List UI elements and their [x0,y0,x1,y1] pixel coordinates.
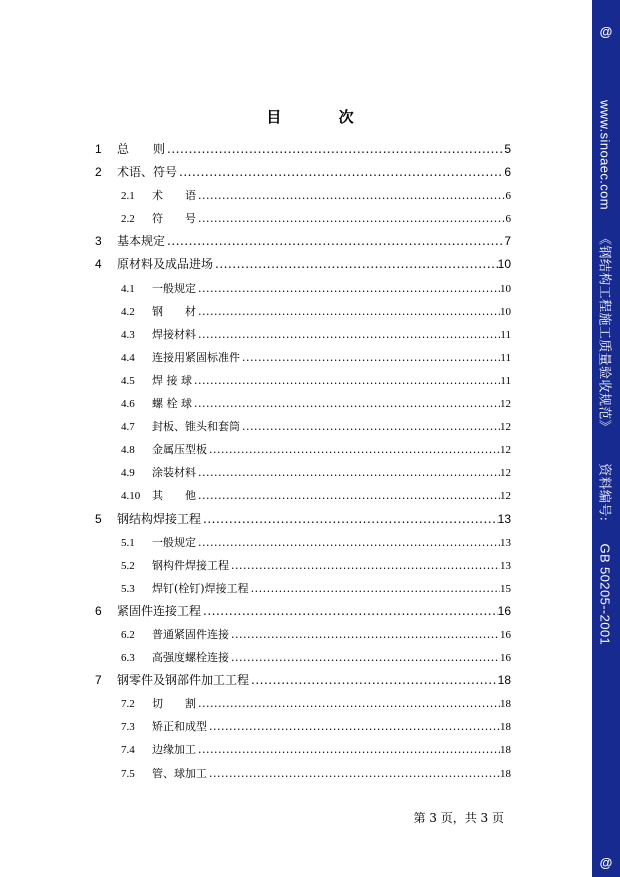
toc-entry[interactable] [95,531,511,554]
at-symbol-top: @ [599,24,613,39]
toc-entry-number: 2.2 [121,213,135,226]
toc-dot-leader [196,461,500,484]
toc-entry[interactable] [95,230,511,253]
toc-entry-title: 一般规定 [152,535,196,549]
toc-dot-leader [196,323,500,346]
toc-entry[interactable] [95,369,511,392]
toc-entry[interactable] [95,646,511,669]
toc-dot-leader [196,531,500,554]
toc-entry-number: 6.2 [121,628,135,641]
toc-entry-page: 18 [500,698,511,711]
toc-entry-title: 术 语 [152,189,196,203]
toc-entry-number: 5 [95,511,102,526]
toc-dot-leader [196,184,506,207]
toc-entry-page: 18 [497,673,511,688]
toc-entry-number: 7.4 [121,744,135,757]
toc-dot-leader [201,600,498,623]
page-footer: 第 3 页，共 3 页 [413,811,504,825]
toc-entry-title: 紧固件连接工程 [117,603,202,618]
toc-entry-number: 5.3 [121,582,135,595]
toc-entry-page: 16 [500,652,511,665]
toc-entry-page: 12 [500,490,511,503]
toc-entry[interactable] [95,438,511,461]
toc-entry-number: 1 [95,142,102,156]
toc-entry-number: 7.3 [121,721,135,734]
toc-entry-title: 钢构件焊接工程 [152,558,229,572]
toc-entry-page: 13 [497,511,511,526]
toc-entry-page: 16 [500,628,511,641]
toc-entry-number: 4.6 [121,398,135,411]
toc-entry[interactable] [95,762,511,785]
toc-entry-page: 10 [500,305,511,318]
sidebar-code-label: 资料编号: [596,463,612,522]
toc-dot-leader [165,230,504,253]
toc-entry-title: 金属压型板 [152,443,207,457]
toc-entry-page: 11 [500,328,511,341]
toc-entry-page: 12 [500,467,511,480]
toc-dot-leader [196,277,500,300]
toc-entry-title: 钢结构焊接工程 [117,511,202,526]
toc-entry-number: 4.2 [121,305,135,318]
toc-entry[interactable] [95,577,511,600]
toc-entry[interactable] [95,346,511,369]
toc-entry-page: 18 [500,721,511,734]
toc-entry[interactable] [95,277,511,300]
toc-entry[interactable] [95,253,511,276]
sidebar-website: www.sinoaec.com [597,100,613,211]
toc-dot-leader [192,392,500,415]
sidebar-vertical-text [597,100,616,645]
toc-entry[interactable] [95,508,511,531]
toc-entry[interactable] [95,184,511,207]
toc-entry-title: 原材料及成品进场 [117,257,214,272]
toc-entry-page: 12 [500,444,511,457]
toc-entry-number: 6 [95,603,102,618]
toc-entry-number: 6.3 [121,652,135,665]
toc-dot-leader [177,161,504,184]
toc-dot-leader [249,669,498,692]
toc-entry[interactable] [95,715,511,738]
toc-entry-number: 4.3 [121,328,135,341]
sidebar-code: GB 50205--2001 [597,543,613,646]
toc-entry-title: 高强度螺栓连接 [152,651,229,665]
toc-entry-page: 5 [504,142,511,156]
toc-entry-page: 11 [500,374,511,387]
toc-dot-leader [192,369,500,392]
toc-entry[interactable] [95,207,511,230]
toc-entry-page: 13 [500,559,511,572]
toc-entry-title: 符 号 [152,212,196,226]
toc-entry[interactable] [95,461,511,484]
toc-dot-leader [213,253,498,276]
toc-entry-number: 5.1 [121,536,135,549]
toc-entry-title: 封板、锥头和套筒 [152,420,240,434]
toc-entry-page: 12 [500,398,511,411]
toc-entry-number: 7 [95,673,102,688]
toc-entry-page: 6 [505,190,511,203]
toc-entry-title: 连接用紧固标准件 [152,350,240,364]
toc-dot-leader [207,762,500,785]
toc-entry-page: 15 [500,582,511,595]
toc-entry-page: 6 [505,213,511,226]
toc-entry[interactable] [95,392,511,415]
toc-entry-number: 2 [95,165,102,180]
sidebar-book-title: 《钢结构工程施工质量验收规范》 [596,232,612,434]
toc-entry-page: 18 [500,744,511,757]
toc-entry-number: 4.5 [121,374,135,387]
toc-entry-number: 4.7 [121,421,135,434]
toc-entry-title: 切 割 [152,697,196,711]
toc-entry-number: 3 [95,234,102,249]
toc-entry-title: 边缘加工 [152,743,196,757]
toc-entry[interactable] [95,692,511,715]
watermark-sidebar [592,0,620,877]
page-title: 目 次 [266,108,380,126]
toc-entry-number: 4.9 [121,467,135,480]
toc-dot-leader [240,346,500,369]
toc-entry-title: 管、球加工 [152,766,207,780]
toc-entry-title: 涂装材料 [152,466,196,480]
toc-entry-page: 12 [500,421,511,434]
toc-entry-number: 7.5 [121,767,135,780]
toc-entry-title: 矫正和成型 [152,720,207,734]
toc-entry-title: 术语、符号 [117,165,178,180]
toc-entry-title: 其 他 [152,489,196,503]
toc-entry-title: 钢零件及钢部件加工工程 [117,673,250,688]
toc-entry-page: 6 [504,165,511,180]
toc-entry[interactable] [95,669,511,692]
toc-entry-title: 焊接材料 [152,327,196,341]
toc-entry[interactable] [95,600,511,623]
toc-entry-title: 基本规定 [117,234,166,249]
toc-entry-page: 13 [500,536,511,549]
toc-dot-leader [249,577,500,600]
toc-entry-number: 4.8 [121,444,135,457]
toc-entry-page: 10 [500,282,511,295]
table-of-contents [95,138,511,785]
toc-dot-leader [196,207,506,230]
toc-entry-number: 4.10 [121,490,141,503]
toc-entry-title: 总 则 [117,142,166,156]
toc-dot-leader [165,138,504,161]
toc-entry-title: 螺 栓 球 [152,397,192,411]
toc-entry-number: 4.1 [121,282,135,295]
at-symbol-bottom: @ [599,855,613,870]
toc-dot-leader [196,692,500,715]
toc-entry[interactable] [95,738,511,761]
toc-entry[interactable] [95,484,511,507]
toc-dot-leader [229,623,500,646]
toc-entry-number: 5.2 [121,559,135,572]
toc-entry[interactable] [95,554,511,577]
toc-dot-leader [229,646,500,669]
toc-entry-page: 10 [497,257,511,272]
toc-dot-leader [201,508,498,531]
toc-entry-number: 4.4 [121,351,135,364]
toc-entry-page: 7 [504,234,511,249]
toc-entry-number: 2.1 [121,190,135,203]
toc-entry-title: 焊钉(栓钉)焊接工程 [152,581,249,595]
toc-entry-title: 焊 接 球 [152,373,192,387]
toc-entry-title: 普通紧固件连接 [152,627,229,641]
toc-dot-leader [196,484,500,507]
toc-dot-leader [229,554,500,577]
toc-dot-leader [207,438,500,461]
toc-dot-leader [196,300,500,323]
toc-entry[interactable] [95,415,511,438]
toc-entry[interactable] [95,323,511,346]
toc-entry[interactable] [95,623,511,646]
toc-entry-title: 钢 材 [152,304,196,318]
toc-dot-leader [240,415,500,438]
toc-entry-page: 16 [497,603,511,618]
toc-entry-number: 7.2 [121,698,135,711]
toc-entry[interactable] [95,300,511,323]
toc-entry[interactable] [95,161,511,184]
toc-entry-page: 11 [500,351,511,364]
toc-entry-page: 18 [500,767,511,780]
toc-entry-number: 4 [95,257,102,272]
toc-dot-leader [196,738,500,761]
toc-dot-leader [207,715,500,738]
toc-entry-title: 一般规定 [152,281,196,295]
toc-entry[interactable] [95,138,511,161]
